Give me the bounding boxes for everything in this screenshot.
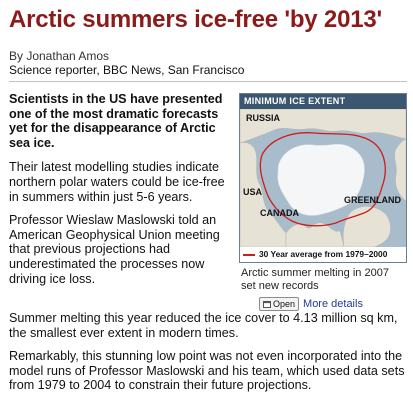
open-button-label: Open: [273, 299, 296, 309]
open-button[interactable]: [259, 297, 299, 311]
map-legend: [240, 247, 406, 262]
map-label-usa: USA: [243, 187, 263, 197]
map-box: [239, 93, 407, 311]
popup-window-icon: [263, 301, 271, 308]
article-bottom: [9, 311, 407, 393]
article-columns: [9, 92, 407, 311]
map-label-canada: CANADA: [260, 208, 299, 218]
article-paragraph: Their latest modelling studies indicate northern polar waters could be ice-free in summers within just 5-6 years.: [9, 160, 225, 204]
map-legend-label: 30 Year average from 1979–2000: [259, 249, 388, 259]
article-paragraph: Summer melting this year reduced the ice cover to 4.13 million sq km, the smallest ever extent in modern times.: [9, 311, 398, 340]
map-caption-links: [239, 297, 407, 311]
map-title: MINIMUM ICE EXTENT: [240, 94, 406, 109]
more-details-link[interactable]: More details: [303, 298, 363, 310]
article-headline: Arctic summers ice-free 'by 2013': [9, 6, 383, 33]
byline-author: By Jonathan Amos: [9, 49, 110, 63]
article-paragraph: Remarkably, this stunning low point was not even incorporated into the model runs of Professor Maslowski and his team, which used data sets from 1979 to 2004 to constrain their future projections.: [9, 349, 405, 393]
map-frame: [239, 93, 407, 263]
map-label-russia: RUSSIA: [246, 113, 281, 123]
map-caption: Arctic summer melting in 2007 set new records: [241, 267, 389, 292]
article-paragraph: Professor Wieslaw Maslowski told an American Geophysical Union meeting that previous projections had underestimated the processes now driving ice loss.: [9, 213, 220, 286]
legend-line-icon: [243, 254, 255, 256]
article-left-column: [9, 92, 225, 311]
arctic-map: [240, 109, 406, 247]
map-label-greenland: GREENLAND: [344, 195, 402, 205]
article-intro: Scientists in the US have presented one of the most dramatic forecasts yet for the disappearance of Arctic sea ice.: [9, 92, 223, 150]
byline-role: Science reporter, BBC News, San Francisco: [9, 63, 407, 82]
map-land-greenland: [343, 206, 390, 247]
